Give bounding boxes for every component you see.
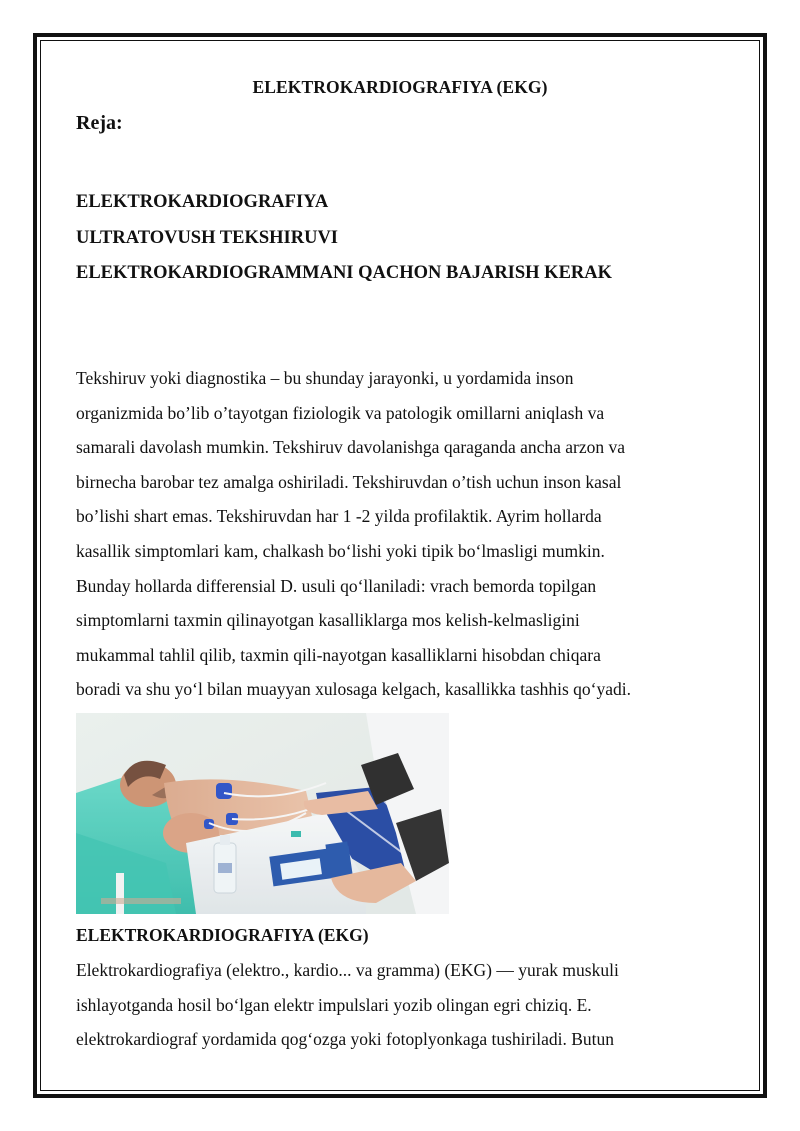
document-title: ELEKTROKARDIOGRAFIYA (EKG): [252, 77, 548, 97]
paragraph-line: Elektrokardiografiya (elektro., kardio... va gramma) (EKG) — yurak muskuli: [76, 960, 619, 980]
ecg-procedure-photo: [76, 713, 449, 914]
plan-label: Reja:: [76, 112, 123, 134]
paragraph-line: Bunday hollarda differensial D. usuli qo‘llaniladi: vrach bemorda topilgan: [76, 575, 597, 596]
paragraph-line: ishlayotganda hosil bo‘lgan elektr impulslari yozib olingan egri chiziq. E.: [76, 994, 592, 1015]
paragraph-line: Tekshiruv yoki diagnostika – bu shunday jarayonki, u yordamida inson: [76, 368, 574, 388]
section-heading: ELEKTROKARDIOGRAFIYA (EKG): [76, 925, 369, 945]
plan-item: ELEKTROKARDIOGRAFIYA: [76, 192, 329, 212]
paragraph-line: mukammal tahlil qilib, taxmin qili-nayotgan kasalliklarni hisobdan chiqara: [76, 644, 601, 665]
plan-item: ULTRATOVUSH TEKSHIRUVI: [76, 227, 338, 248]
paragraph-line: boradi va shu yo‘l bilan muayyan xulosaga kelgach, kasallikka tashhis qo‘yadi.: [76, 679, 632, 700]
paragraph-line: birnecha barobar tez amalga oshiriladi. Tekshiruvdan o’tish uchun inson kasal: [76, 471, 622, 492]
plan-item: ELEKTROKARDIOGRAMMANI QACHON BAJARISH KERAK: [76, 263, 613, 283]
paragraph-line: elektrokardiograf yordamida qog‘ozga yoki fotoplyonkaga tushiriladi. Butun: [76, 1029, 614, 1050]
paragraph-line: kasallik simptomlari kam, chalkash bo‘lishi yoki tipik bo‘lmasligi mumkin.: [76, 540, 605, 561]
paragraph-line: organizmida bo’lib o’tayotgan fiziologik va patologik omillarni aniqlash va: [76, 402, 605, 423]
intro-paragraph: [76, 361, 736, 707]
paragraph-line: samarali davolash mumkin. Tekshiruv davolanishga qaraganda ancha arzon va: [76, 437, 626, 458]
plan-list: [76, 185, 612, 292]
paragraph-line: simptomlarni taxmin qilinayotgan kasalliklarga mos kelish-kelmasligini: [76, 610, 580, 631]
paragraph-line: bo’lishi shart emas. Tekshiruvdan har 1 -2 yilda profilaktik. Ayrim hollarda: [76, 506, 602, 527]
section-paragraph: [76, 953, 736, 1057]
ecg-procedure-illustration: [76, 713, 449, 914]
